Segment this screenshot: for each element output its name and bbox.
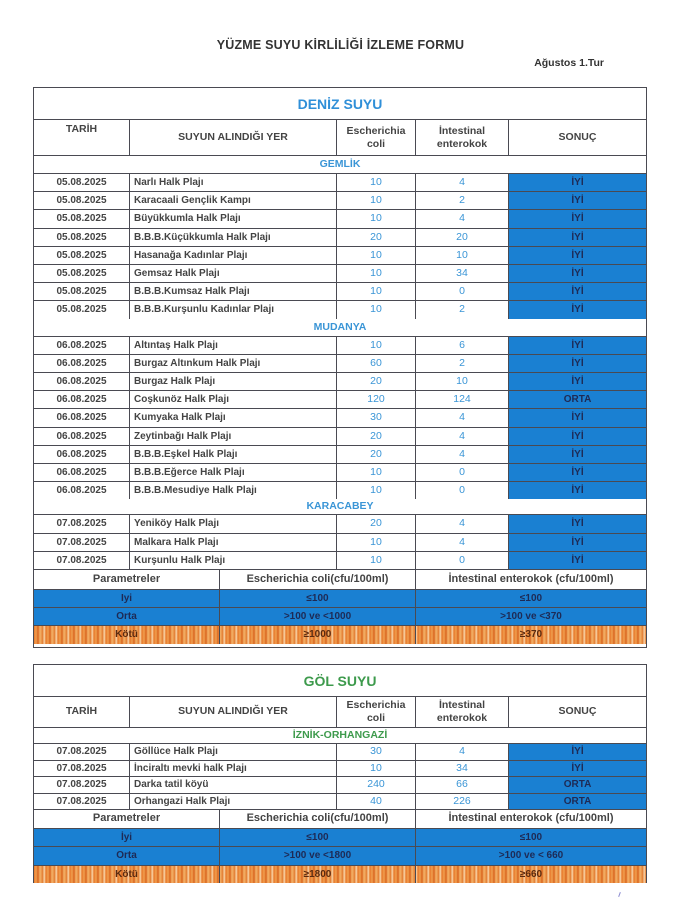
row-date: 05.08.2025 <box>56 286 107 298</box>
row-enterokok: 2 <box>415 301 508 318</box>
params-level-label: Kötü <box>115 629 138 641</box>
header-ent-line1: İntestinal <box>438 124 486 137</box>
table-row <box>34 481 646 499</box>
header-ecoli-line1: Escherichia <box>346 124 406 137</box>
row-date: 05.08.2025 <box>56 177 107 189</box>
row-enterokok: 0 <box>415 283 508 300</box>
header-result: SONUÇ <box>508 120 646 155</box>
region-label <box>34 319 646 336</box>
row-enterokok: 2 <box>415 355 508 372</box>
row-result-badge: İYİ <box>508 515 646 532</box>
params-level-label: Iyi <box>120 593 133 605</box>
region-label <box>34 156 646 173</box>
row-enterokok: 0 <box>415 464 508 481</box>
row-place: Coşkunöz Halk Plajı <box>129 391 336 408</box>
row-enterokok: 4 <box>415 174 508 191</box>
row-ecoli: 10 <box>336 337 415 354</box>
row-result-badge: İYİ <box>508 192 646 209</box>
table-title-row <box>34 88 646 120</box>
header-ent-line2: enterokok <box>436 711 488 724</box>
row-result-badge: İYİ <box>508 446 646 463</box>
sea-water-table <box>33 87 647 648</box>
row-place: B.B.B.Küçükkumla Halk Plajı <box>129 229 336 246</box>
row-result-badge: İYİ <box>508 409 646 426</box>
row-enterokok: 0 <box>415 482 508 499</box>
table-row <box>34 776 646 793</box>
row-enterokok: 66 <box>415 777 508 793</box>
row-enterokok: 6 <box>415 337 508 354</box>
row-date: 07.08.2025 <box>56 554 107 566</box>
row-place: Göllüce Halk Plajı <box>129 744 336 760</box>
region-label <box>34 499 646 514</box>
row-date: 07.08.2025 <box>56 536 107 548</box>
table-row <box>34 282 646 300</box>
row-date: 07.08.2025 <box>56 518 107 530</box>
row-ecoli: 20 <box>336 515 415 532</box>
header-ecoli <box>336 120 415 155</box>
params-ent-threshold: >100 ve <370 <box>415 608 646 625</box>
row-enterokok: 34 <box>415 265 508 282</box>
row-ecoli: 10 <box>336 761 415 777</box>
row-result-badge: İYİ <box>508 428 646 445</box>
row-place: B.B.B.Eğerce Halk Plajı <box>129 464 336 481</box>
row-result-badge: İYİ <box>508 552 646 569</box>
row-place: Kurşunlu Halk Plajı <box>129 552 336 569</box>
row-result-badge: İYİ <box>508 355 646 372</box>
params-level-label: Kötü <box>115 868 138 880</box>
row-place: Hasanağa Kadınlar Plajı <box>129 247 336 264</box>
table-row <box>34 336 646 354</box>
params-ent-header: İntestinal enterokok (cfu/100ml) <box>415 570 646 589</box>
header-date: TARİH <box>65 123 98 135</box>
table-row <box>34 191 646 209</box>
header-place: SUYUN ALINDIĞI YER <box>129 120 336 155</box>
row-date: 06.08.2025 <box>56 339 107 351</box>
table-row <box>34 228 646 246</box>
region-name: İZNİK-ORHANGAZİ <box>292 729 388 741</box>
params-level-label: Orta <box>116 850 137 862</box>
header-ecoli-line2: coli <box>366 711 386 724</box>
row-enterokok: 4 <box>415 744 508 760</box>
params-ent-header: İntestinal enterokok (cfu/100ml) <box>415 810 646 828</box>
row-result-badge: İYİ <box>508 337 646 354</box>
params-ent-threshold: ≤100 <box>415 829 646 847</box>
row-result-badge: İYİ <box>508 229 646 246</box>
row-result-badge: İYİ <box>508 301 646 318</box>
row-enterokok: 10 <box>415 373 508 390</box>
table-title: GÖL SUYU <box>303 672 377 689</box>
row-enterokok: 4 <box>415 210 508 227</box>
row-ecoli: 40 <box>336 794 415 810</box>
params-ecoli-header: Escherichia coli(cfu/100ml) <box>219 810 415 828</box>
row-place: B.B.B.Kurşunlu Kadınlar Plajı <box>129 301 336 318</box>
row-place: B.B.B.Kumsaz Halk Plajı <box>129 283 336 300</box>
row-enterokok: 10 <box>415 247 508 264</box>
table-row <box>34 760 646 777</box>
params-ecoli-threshold: ≥1000 <box>219 626 415 643</box>
row-result-badge: ORTA <box>508 794 646 810</box>
params-header-row <box>34 569 646 589</box>
table-row <box>34 173 646 191</box>
row-date: 05.08.2025 <box>56 195 107 207</box>
header-date: TARİH <box>65 705 98 717</box>
row-result-badge: İYİ <box>508 744 646 760</box>
row-ecoli: 20 <box>336 373 415 390</box>
table-row <box>34 300 646 318</box>
params-ent-threshold: ≤100 <box>415 590 646 607</box>
row-result-badge: İYİ <box>508 247 646 264</box>
row-date: 05.08.2025 <box>56 304 107 316</box>
lake-water-table <box>33 664 647 883</box>
row-ecoli: 10 <box>336 534 415 551</box>
table-row <box>34 551 646 569</box>
row-place: Narlı Halk Plajı <box>129 174 336 191</box>
row-date: 05.08.2025 <box>56 231 107 243</box>
row-date: 06.08.2025 <box>56 412 107 424</box>
table-row <box>34 514 646 532</box>
header-result: SONUÇ <box>508 696 646 727</box>
row-date: 05.08.2025 <box>56 268 107 280</box>
table-row <box>34 445 646 463</box>
row-ecoli: 10 <box>336 192 415 209</box>
row-result-badge: İYİ <box>508 373 646 390</box>
row-enterokok: 4 <box>415 515 508 532</box>
row-result-badge: İYİ <box>508 761 646 777</box>
row-place: Malkara Halk Plajı <box>129 534 336 551</box>
row-date: 06.08.2025 <box>56 485 107 497</box>
params-ecoli-header: Escherichia coli(cfu/100ml) <box>219 570 415 589</box>
table-row <box>34 533 646 551</box>
row-enterokok: 34 <box>415 761 508 777</box>
table-title-row <box>34 665 646 697</box>
row-result-badge: İYİ <box>508 482 646 499</box>
params-label-header: Parametreler <box>92 573 161 585</box>
row-result-badge: İYİ <box>508 534 646 551</box>
row-place: Burgaz Halk Plajı <box>129 373 336 390</box>
params-label-header: Parametreler <box>92 812 161 825</box>
row-ecoli: 10 <box>336 283 415 300</box>
row-result-badge: İYİ <box>508 174 646 191</box>
row-enterokok: 4 <box>415 409 508 426</box>
table-row <box>34 372 646 390</box>
params-row-good <box>34 589 646 607</box>
table-row <box>34 264 646 282</box>
form-title: YÜZME SUYU KİRLİLİĞİ İZLEME FORMU <box>216 38 465 52</box>
row-ecoli: 10 <box>336 210 415 227</box>
row-place: Darka tatil köyü <box>129 777 336 793</box>
row-ecoli: 120 <box>336 391 415 408</box>
row-place: B.B.B.Eşkel Halk Plajı <box>129 446 336 463</box>
params-ecoli-threshold: >100 ve <1000 <box>219 608 415 625</box>
header-ecoli <box>336 696 415 727</box>
row-ecoli: 10 <box>336 552 415 569</box>
row-place: Büyükkumla Halk Plajı <box>129 210 336 227</box>
params-ecoli-threshold: ≤100 <box>219 829 415 847</box>
params-header-row <box>34 809 646 828</box>
row-date: 06.08.2025 <box>56 448 107 460</box>
params-row-medium <box>34 846 646 865</box>
row-enterokok: 4 <box>415 446 508 463</box>
params-row-bad <box>34 865 646 884</box>
header-enterokok <box>415 120 508 155</box>
params-row-medium <box>34 607 646 625</box>
region-name: KARACABEY <box>306 500 374 513</box>
row-place: B.B.B.Mesudiye Halk Plajı <box>129 482 336 499</box>
row-place: Yeniköy Halk Plajı <box>129 515 336 532</box>
form-round: Ağustos 1.Tur <box>534 57 604 69</box>
row-date: 06.08.2025 <box>56 430 107 442</box>
params-row-bad <box>34 625 646 643</box>
row-date: 07.08.2025 <box>56 795 107 807</box>
row-date: 07.08.2025 <box>56 746 107 758</box>
row-enterokok: 20 <box>415 229 508 246</box>
header-ecoli-line1: Escherichia <box>346 698 406 711</box>
row-enterokok: 4 <box>415 534 508 551</box>
row-date: 06.08.2025 <box>56 376 107 388</box>
row-enterokok: 226 <box>415 794 508 810</box>
table-header-row <box>34 120 646 156</box>
table-row <box>34 427 646 445</box>
row-result-badge: İYİ <box>508 464 646 481</box>
row-place: Altıntaş Halk Plajı <box>129 337 336 354</box>
row-result-badge: ORTA <box>508 777 646 793</box>
params-ecoli-threshold: ≥1800 <box>219 866 415 884</box>
row-place: Orhangazi Halk Plajı <box>129 794 336 810</box>
table-header-row <box>34 696 646 728</box>
params-ent-threshold: ≥370 <box>415 626 646 643</box>
row-enterokok: 2 <box>415 192 508 209</box>
row-ecoli: 20 <box>336 428 415 445</box>
row-ecoli: 240 <box>336 777 415 793</box>
region-name: MUDANYA <box>313 320 367 333</box>
row-enterokok: 4 <box>415 428 508 445</box>
params-level-label: Orta <box>116 611 137 623</box>
row-ecoli: 10 <box>336 482 415 499</box>
row-place: Gemsaz Halk Plajı <box>129 265 336 282</box>
row-enterokok: 0 <box>415 552 508 569</box>
table-title: DENİZ SUYU <box>297 95 383 112</box>
row-ecoli: 10 <box>336 301 415 318</box>
row-date: 05.08.2025 <box>56 249 107 261</box>
table-row <box>34 743 646 760</box>
params-ecoli-threshold: ≤100 <box>219 590 415 607</box>
row-date: 06.08.2025 <box>56 357 107 369</box>
header-place: SUYUN ALINDIĞI YER <box>129 696 336 727</box>
row-ecoli: 10 <box>336 174 415 191</box>
row-date: 06.08.2025 <box>56 394 107 406</box>
region-name: GEMLİK <box>319 158 361 170</box>
row-ecoli: 10 <box>336 265 415 282</box>
row-place: Kumyaka Halk Plajı <box>129 409 336 426</box>
row-result-badge: İYİ <box>508 283 646 300</box>
table-row <box>34 793 646 810</box>
row-ecoli: 20 <box>336 446 415 463</box>
row-place: Zeytinbağı Halk Plajı <box>129 428 336 445</box>
row-result-badge: İYİ <box>508 265 646 282</box>
row-place: Karacaali Gençlik Kampı <box>129 192 336 209</box>
row-place: İnciraltı mevki halk Plajı <box>129 761 336 777</box>
row-enterokok: 124 <box>415 391 508 408</box>
row-date: 07.08.2025 <box>56 779 107 791</box>
header-enterokok <box>415 696 508 727</box>
table-row <box>34 246 646 264</box>
region-label <box>34 728 646 743</box>
header-ent-line2: enterokok <box>436 137 488 150</box>
table-row <box>34 209 646 227</box>
pen-mark <box>618 892 621 897</box>
params-ecoli-threshold: >100 ve <1800 <box>219 847 415 865</box>
params-ent-threshold: ≥660 <box>415 866 646 884</box>
row-place: Burgaz Altınkum Halk Plajı <box>129 355 336 372</box>
row-ecoli: 20 <box>336 229 415 246</box>
params-level-label: İyi <box>120 831 133 843</box>
row-ecoli: 30 <box>336 409 415 426</box>
row-date: 05.08.2025 <box>56 213 107 225</box>
table-row <box>34 463 646 481</box>
row-ecoli: 30 <box>336 744 415 760</box>
row-date: 06.08.2025 <box>56 467 107 479</box>
row-ecoli: 10 <box>336 464 415 481</box>
table-row <box>34 408 646 426</box>
header-ent-line1: İntestinal <box>438 698 486 711</box>
row-date: 07.08.2025 <box>56 762 107 774</box>
table-row <box>34 390 646 408</box>
row-ecoli: 10 <box>336 247 415 264</box>
row-ecoli: 60 <box>336 355 415 372</box>
row-result-badge: İYİ <box>508 210 646 227</box>
row-result-badge: ORTA <box>508 391 646 408</box>
header-ecoli-line2: coli <box>366 137 386 150</box>
params-ent-threshold: >100 ve < 660 <box>415 847 646 865</box>
table-row <box>34 354 646 372</box>
params-row-good <box>34 828 646 847</box>
